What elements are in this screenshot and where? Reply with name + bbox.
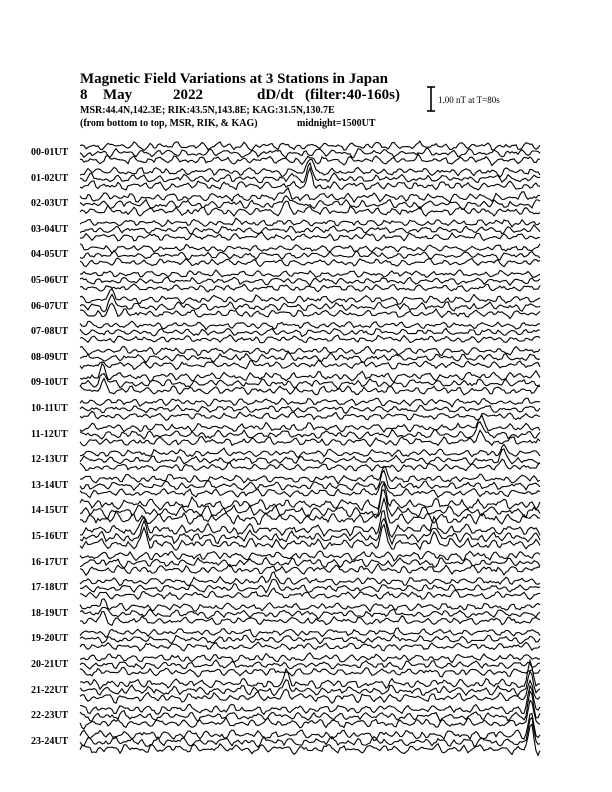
trace-rik [80,607,540,619]
hour-label: 02-03UT [31,198,69,210]
trace-kag [80,653,540,663]
station-order-note: (from bottom to top, MSR, RIK, & KAG) [80,118,258,129]
trace-msr [80,724,540,755]
scale-bar [427,87,435,111]
trace-msr [80,482,540,498]
trace-rik [80,352,540,362]
trace-kag [80,444,540,457]
date-year: 2022 [173,87,203,103]
hour-label: 09-10UT [31,377,69,389]
trace-msr [80,411,540,420]
chart-title: Magnetic Field Variations at 3 Stations in Japan [80,71,388,87]
trace-kag [80,466,540,483]
filter-label: (filter:40-160s) [305,87,400,103]
hour-label: 07-08UT [31,326,69,338]
trace-kag [80,398,540,407]
trace-kag [80,244,540,253]
hour-label: 15-16UT [31,531,69,542]
trace-kag [80,141,540,150]
trace-kag [80,572,540,586]
trace-rik [80,422,540,439]
hour-label: 05-06UT [31,275,69,286]
trace-kag [80,415,540,432]
date-month: May [103,87,133,103]
station-coordinates: MSR:44.4N,142.3E; RIK:43.5N,143.8E; KAG:31.5N,130.7E [80,105,335,116]
hour-label: 19-20UT [31,633,69,645]
trace-msr [80,642,540,651]
trace-rik [80,294,540,311]
trace-kag [80,270,540,278]
trace-rik [80,660,540,669]
trace-msr [80,459,540,471]
hour-label: 14-15UT [31,505,69,517]
hour-label: 16-17UT [31,556,69,568]
hour-label: 13-14UT [31,479,69,491]
hour-label: 23-24UT [31,735,69,747]
trace-rik [80,277,540,285]
hour-label: 08-09UT [31,351,69,363]
trace-kag [80,346,540,355]
trace-msr [80,258,540,267]
hour-label: 21-22UT [31,684,69,696]
trace-msr [80,667,540,677]
trace-kag [80,628,540,637]
trace-group [80,141,540,755]
trace-kag [80,188,540,202]
hour-label: 20-21UT [31,659,69,670]
hour-label: 10-11UT [31,403,68,414]
quantity-label: dD/dt [257,87,294,103]
hour-label: 03-04UT [31,223,69,235]
trace-rik [80,635,540,644]
hour-label: 17-18UT [31,582,69,594]
trace-rik [80,405,540,413]
trace-rik [80,490,540,518]
date-day: 8 [80,87,88,103]
midnight-note: midnight=1500UT [297,118,376,129]
trace-rik [80,374,540,390]
hour-label: 18-19UT [31,607,69,619]
trace-msr [80,499,540,525]
trace-msr [80,360,540,369]
trace-msr [80,430,540,446]
trace-rik [80,671,540,695]
hour-label: 11-12UT [31,428,68,440]
hour-label: 04-05UT [31,249,69,261]
hour-label: 00-01UT [31,147,69,158]
hour-label: 06-07UT [31,300,69,312]
trace-rik [80,328,540,336]
trace-rik [80,148,540,157]
scale-label: 1.00 nT at T=80s [438,95,500,105]
trace-kag [80,289,540,305]
hour-label: 01-02UT [31,172,69,184]
hour-label: 22-23UT [31,710,69,722]
trace-msr [80,681,540,704]
trace-kag [80,321,540,330]
trace-rik [80,449,540,464]
hour-label: 12-13UT [31,454,69,466]
trace-kag [80,218,540,227]
trace-msr [80,335,540,343]
trace-rik [80,225,540,234]
